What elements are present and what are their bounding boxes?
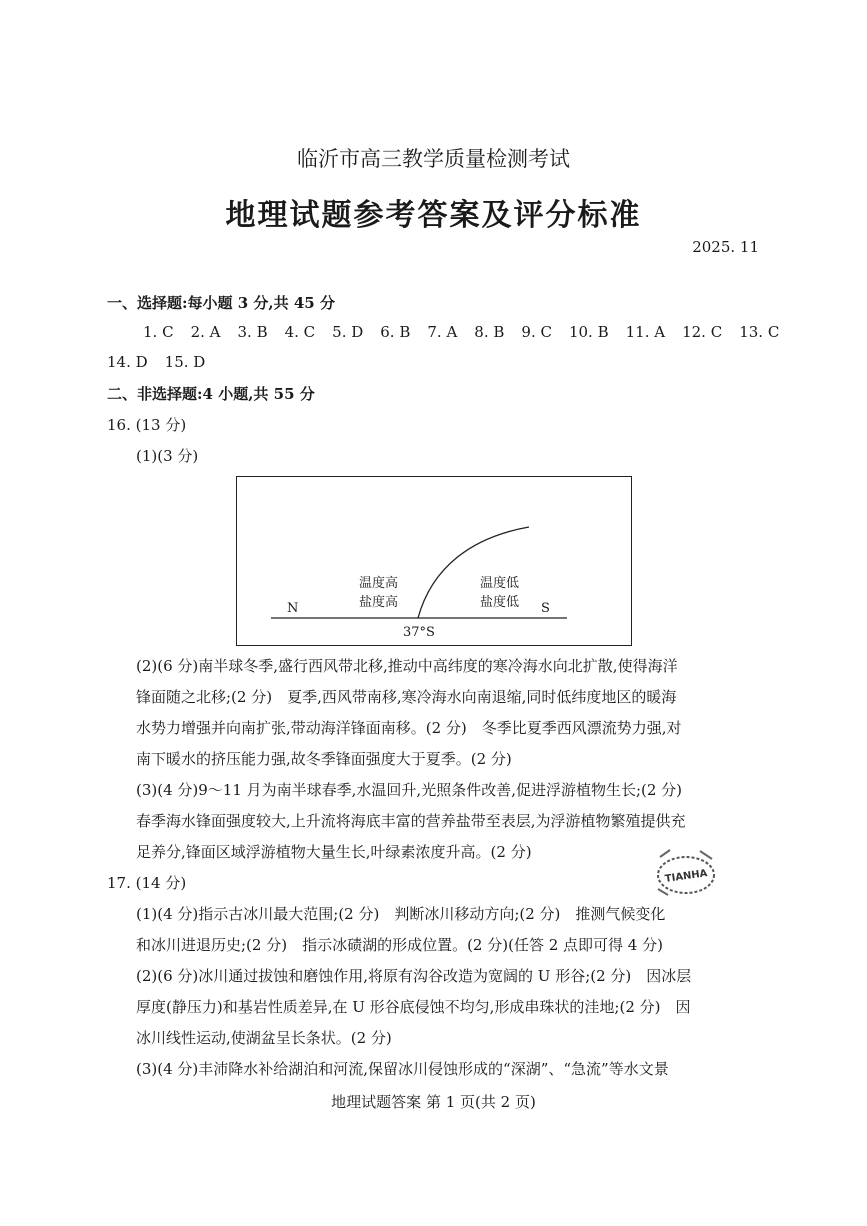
q17-p1-line: 和冰川进退历史;(2 分) 指示冰碛湖的形成位置。(2 分)(任答 2 点即可得 4 分) [136, 936, 663, 954]
page-title: 地理试题参考答案及评分标准 [225, 198, 642, 233]
stamp-mark [650, 845, 722, 900]
answers-row-2 [107, 353, 222, 371]
q16-p3-line: 足养分,锋面区域浮游植物大量生长,叶绿素浓度升高。(2 分) [136, 843, 532, 861]
q17-p2-line: (2)(6 分)冰川通过拔蚀和磨蚀作用,将原有沟谷改造为宽阔的 U 形谷;(2 分) 因冰层 [136, 967, 692, 985]
answer-item: 9. C [521, 323, 552, 341]
exam-subtitle: 临沂市高三教学质量检测考试 [297, 147, 570, 171]
q17-p3-line: (3)(4 分)丰沛降水补给湖泊和河流,保留冰川侵蚀形成的“深湖”、“急流”等水文景 [136, 1060, 669, 1078]
answer-item: 12. C [682, 323, 723, 341]
left-salinity-label: 盐度高 [359, 595, 399, 610]
answer-item: 1. C [143, 323, 174, 341]
latitude-label: 37°S [403, 625, 435, 640]
left-temp-label: 温度高 [359, 576, 399, 591]
exam-date: 2025. 11 [692, 238, 759, 256]
answer-item: 13. C [739, 323, 780, 341]
section1-heading: 一、选择题:每小题 3 分,共 45 分 [107, 294, 335, 312]
south-label: S [541, 601, 550, 616]
page-footer: 地理试题答案 第 1 页(共 2 页) [331, 1093, 536, 1111]
answer-item: 2. A [190, 323, 221, 341]
right-salinity-label: 盐度低 [480, 595, 520, 610]
section2-heading: 二、非选择题:4 小题,共 55 分 [107, 385, 315, 403]
front-sketch [237, 477, 630, 644]
q17-p2-line: 冰川线性运动,使湖盆呈长条状。(2 分) [136, 1029, 392, 1047]
q16-p3-line: 春季海水锋面强度较大,上升流将海底丰富的营养盐带至表层,为浮游植物繁殖提供充 [136, 812, 686, 830]
answer-item: 10. B [568, 323, 609, 341]
right-temp-label: 温度低 [480, 576, 520, 591]
q17-number: 17. (14 分) [107, 874, 187, 892]
answer-item: 5. D [332, 323, 364, 341]
q16-p1-label: (1)(3 分) [136, 447, 199, 465]
answer-item: 14. D [107, 353, 148, 371]
answer-item: 11. A [625, 323, 666, 341]
q16-p2-line: 水势力增强并向南扩张,带动海洋锋面南移。(2 分) 冬季比夏季西风漂流势力强,对 [136, 719, 682, 737]
north-label: N [287, 601, 299, 616]
q16-p2-line: (2)(6 分)南半球冬季,盛行西风带北移,推动中高纬度的寒冷海水向北扩散,使得海洋 [136, 657, 678, 675]
q16-p2-line: 南下暖水的挤压能力强,故冬季锋面强度大于夏季。(2 分) [136, 750, 512, 768]
answer-item: 8. B [474, 323, 505, 341]
answer-item: 3. B [237, 323, 268, 341]
answers-row-1 [143, 323, 779, 341]
stamp-text: TIANHA [664, 868, 709, 885]
q16-number: 16. (13 分) [107, 416, 187, 434]
ocean-front-diagram [236, 476, 632, 646]
q17-p1-line: (1)(4 分)指示古冰川最大范围;(2 分) 判断冰川移动方向;(2 分) 推测气候变化 [136, 905, 666, 923]
seal-stamp [650, 845, 722, 900]
q16-p3-line: (3)(4 分)9～11 月为南半球春季,水温回升,光照条件改善,促进浮游植物生长;(2 分) [136, 781, 683, 799]
answer-item: 15. D [164, 353, 206, 371]
answer-item: 4. C [284, 323, 316, 341]
answer-item: 6. B [380, 323, 411, 341]
q17-p2-line: 厚度(静压力)和基岩性质差异,在 U 形谷底侵蚀不均匀,形成串珠状的洼地;(2 分) 因 [136, 998, 691, 1016]
q16-p2-line: 锋面随之北移;(2 分) 夏季,西风带南移,寒冷海水向南退缩,同时低纬度地区的暖海 [136, 688, 677, 706]
answer-item: 7. A [427, 323, 458, 341]
